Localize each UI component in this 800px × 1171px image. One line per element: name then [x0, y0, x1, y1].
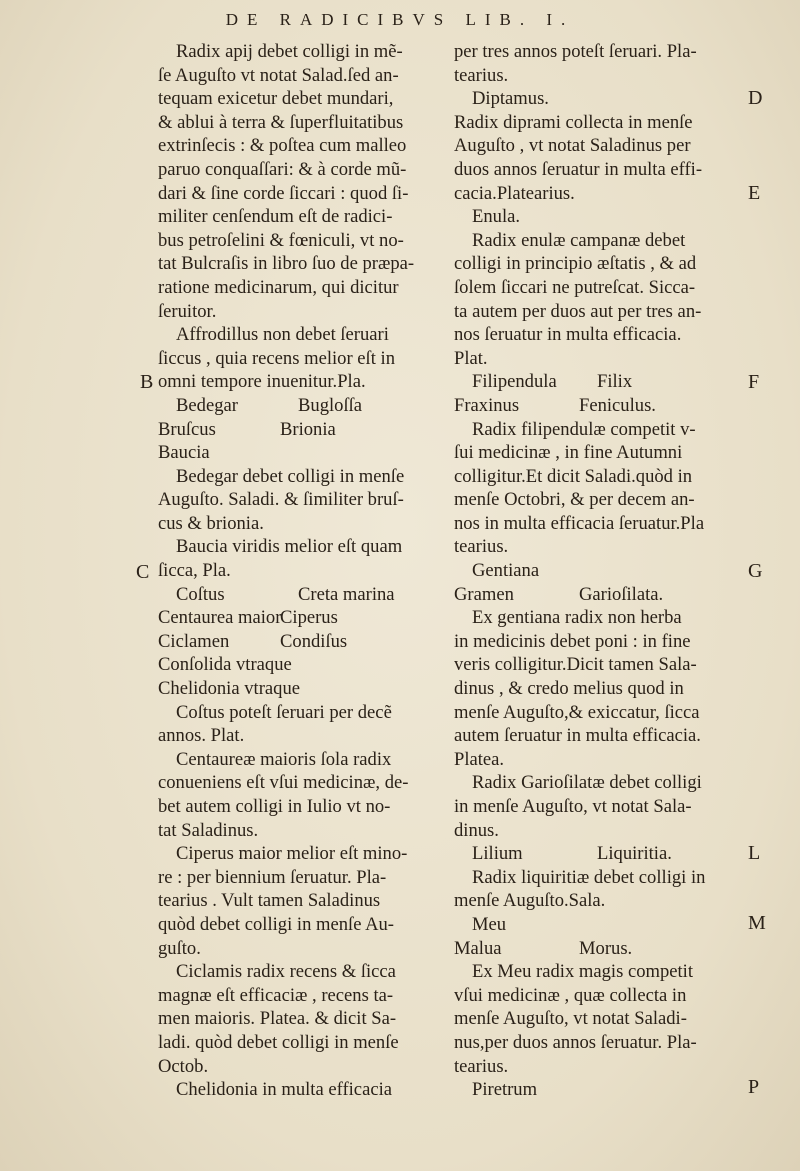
text-line: Radix diprami collecta in menſe	[454, 111, 693, 133]
text-line: Diptamus.	[472, 88, 549, 110]
text-line: per tres annos poteſt ſeruari. Pla-	[454, 41, 697, 62]
margin-letter-f: F	[748, 371, 760, 393]
text-line: Gentiana	[472, 560, 540, 582]
text-line: ſeruitor.	[158, 300, 217, 322]
herb-name: Gramen	[454, 583, 514, 605]
text-line: Auguſto , vt notat Saladinus per	[454, 135, 691, 157]
herb-name: Feniculus.	[579, 394, 656, 416]
text-line: Ciclamis radix recens & ſicca	[176, 961, 396, 983]
text-line: ladi. quòd debet colligi in menſe	[158, 1031, 399, 1053]
text-line: Centaureæ maioris ſola radix	[176, 748, 392, 770]
text-line: guſto.	[158, 937, 201, 959]
text-line: dinus.	[454, 819, 499, 841]
herb-name: Bugloſſa	[298, 394, 363, 416]
text-line: Chelidonia vtraque	[158, 678, 300, 700]
herb-name: Creta marina	[298, 583, 395, 605]
text-line: Plat.	[454, 347, 488, 369]
text-line: nus,per duos annos ſeruatur. Pla-	[454, 1031, 697, 1053]
text-line: bet autem colligi in Iulio vt no-	[158, 796, 391, 817]
text-line: re : per biennium ſeruatur. Pla-	[158, 866, 387, 888]
text-line: Baucia viridis melior eſt quam	[176, 536, 403, 558]
text-line: tearius.	[454, 1055, 509, 1077]
text-line: tearius.	[454, 536, 509, 558]
text-line: nos in multa efficacia ſeruatur.Pla	[454, 512, 705, 534]
margin-letter-m: M	[748, 912, 766, 934]
text-line	[158, 418, 458, 442]
herb-name: Garioſilata.	[579, 583, 664, 605]
text-line	[158, 606, 458, 630]
herb-name: Centaurea maior	[158, 607, 282, 629]
margin-letter-p: P	[748, 1076, 760, 1098]
text-line: ſicca, Pla.	[158, 560, 231, 582]
text-line: ſolem ſiccari ne putreſcat. Sicca-	[454, 276, 696, 298]
herb-name: Brionia	[280, 418, 336, 440]
herb-name: Bedegar	[176, 394, 238, 416]
text-line: quòd debet colligi in menſe Au-	[158, 913, 394, 935]
text-line: Octob.	[158, 1055, 209, 1077]
text-line: dari & ſine corde ſiccari : quod ſi-	[158, 182, 409, 204]
text-line: Radix enulæ campanæ debet	[472, 229, 686, 251]
herb-name: Ciperus	[280, 607, 338, 629]
text-line: veris colligitur.Dicit tamen Sala-	[454, 654, 697, 676]
text-line: Bedegar debet colligi in menſe	[176, 465, 405, 487]
running-head: DE RADICIBVS LIB. I.	[225, 10, 575, 29]
text-line: in menſe Auguſto, vt notat Sala-	[454, 796, 692, 817]
text-line: tat Bulcraſis in libro ſuo de præpa-	[158, 253, 415, 275]
herb-name: Ciclamen	[158, 630, 230, 652]
text-line	[454, 842, 762, 866]
text-line: ratione medicinarum, qui dicitur	[158, 276, 399, 298]
text-line	[454, 583, 762, 607]
text-line: vſui medicinæ , quæ collecta in	[454, 984, 687, 1006]
herb-name: Liquiritia.	[597, 843, 672, 865]
text-line: omni tempore inuenitur.Pla.	[158, 371, 366, 393]
herb-name: Morus.	[579, 937, 633, 959]
text-line: colligi in principio æſtatis , & ad	[454, 253, 697, 275]
text-line: militer cenſendum eſt de radici-	[158, 206, 393, 228]
text-line: tearius.	[454, 64, 509, 86]
text-line: menſe Auguſto,& exiccatur, ſicca	[454, 701, 700, 723]
herb-name: Fraxinus	[454, 394, 520, 416]
text-line: Chelidonia in multa efficacia	[176, 1079, 392, 1101]
text-line: cus & brionia.	[158, 512, 264, 534]
text-line: tequam exicetur debet mundari,	[158, 88, 394, 110]
text-line: menſe Octobri, & per decem an-	[454, 489, 695, 511]
text-line: Coſtus poteſt ſeruari per decẽ	[176, 701, 392, 723]
text-line: magnæ eſt efficaciæ , recens ta-	[158, 984, 394, 1006]
text-line: extrinſecis : & poſtea cum malleo	[158, 135, 407, 157]
text-line: tat Saladinus.	[158, 819, 259, 841]
text-line: nos ſeruatur in multa efficacia.	[454, 324, 682, 346]
text-line	[158, 583, 458, 607]
text-line	[454, 937, 762, 961]
text-line: & ablui à terra & ſuperfluitatibus	[158, 111, 404, 133]
text-line: annos. Plat.	[158, 725, 245, 747]
margin-letter-d: D	[748, 87, 763, 109]
text-line: Auguſto. Saladi. & ſimiliter bruſ-	[158, 489, 404, 511]
herb-name: Lilium	[472, 843, 523, 865]
text-line: duos annos ſeruatur in multa effi-	[454, 158, 703, 180]
herb-name: Bruſcus	[158, 418, 216, 440]
margin-letter-e: E	[748, 182, 761, 204]
text-line: Radix filipendulæ competit v-	[472, 418, 696, 440]
text-line: menſe Auguſto.Sala.	[454, 890, 606, 912]
text-line	[454, 394, 762, 418]
text-line: cacia.Platearius.	[454, 182, 575, 204]
text-line: Piretrum	[472, 1079, 538, 1101]
text-line: colligitur.Et dicit Saladi.quòd in	[454, 465, 693, 487]
text-line: Platea.	[454, 748, 505, 770]
text-line: Meu	[472, 913, 507, 935]
text-line: autem ſeruatur in multa efficacia.	[454, 725, 701, 747]
text-line: Ex gentiana radix non herba	[472, 607, 682, 629]
text-line: in medicinis debet poni : in fine	[454, 630, 691, 652]
text-line: Baucia	[158, 442, 210, 464]
text-line: Enula.	[472, 206, 521, 228]
text-line: ſe Auguſto vt notat Salad.ſed an-	[158, 64, 399, 86]
text-line: men maioris. Platea. & dicit Sa-	[158, 1008, 397, 1030]
margin-letter-g: G	[748, 560, 763, 582]
margin-letter-c: C	[136, 561, 150, 583]
text-line: ſui medicinæ , in fine Autumni	[454, 442, 683, 464]
text-line	[158, 394, 458, 418]
text-line: menſe Auguſto, vt notat Saladi-	[454, 1008, 687, 1030]
text-line: paruo conquaſſari: & à corde mũ-	[158, 158, 407, 180]
text-line: Ciperus maior melior eſt mino-	[176, 843, 408, 865]
margin-letter-l: L	[748, 842, 761, 864]
text-line: dinus , & credo melius quod in	[454, 678, 684, 700]
herb-name: Coſtus	[176, 583, 225, 605]
text-line: Ex Meu radix magis competit	[472, 961, 694, 983]
text-line: Radix Garioſilatæ debet colligi	[472, 772, 702, 794]
text-line: bus petroſelini & fœniculi, vt no-	[158, 229, 404, 251]
text-line: conueniens eſt vſui medicinæ, de-	[158, 772, 409, 794]
herb-name: Malua	[454, 937, 502, 959]
text-line: ta autem per duos aut per tres an-	[454, 300, 702, 322]
text-line: Conſolida vtraque	[158, 654, 292, 676]
text-line	[454, 370, 762, 394]
text-line	[158, 630, 458, 654]
right-column	[454, 40, 762, 1102]
herb-name: Filipendula	[472, 371, 557, 393]
text-line: Radix apij debet colligi in mẽ-	[176, 41, 403, 62]
herb-name: Filix	[597, 371, 633, 393]
text-line: Radix liquiritiæ debet colligi in	[472, 866, 706, 888]
text-line: Affrodillus non debet ſeruari	[176, 324, 389, 346]
left-column	[158, 40, 458, 1102]
text-line: ſiccus , quia recens melior eſt in	[158, 347, 395, 369]
herb-name: Condiſus	[280, 630, 348, 652]
text-line: tearius . Vult tamen Saladinus	[158, 890, 381, 912]
margin-letter-b: B	[140, 371, 154, 393]
